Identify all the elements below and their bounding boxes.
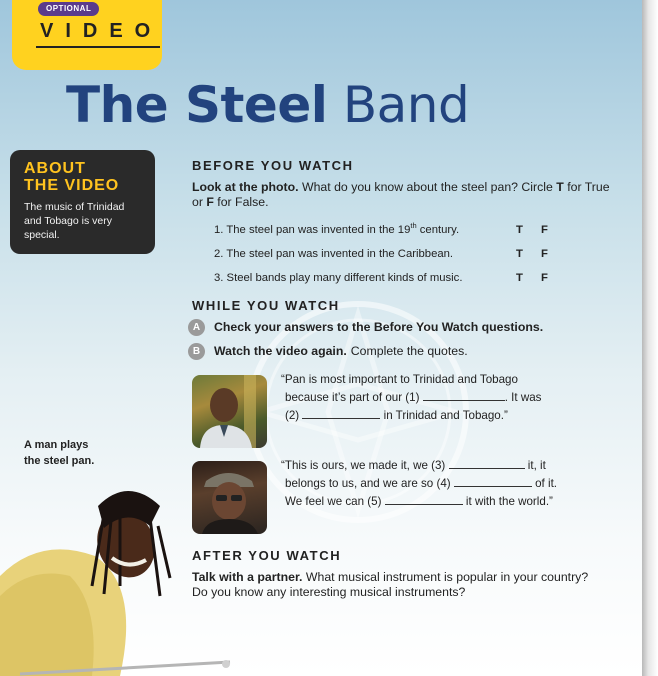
step-b-bold: Watch the video again. <box>214 344 347 358</box>
true-option[interactable]: T <box>516 248 523 260</box>
step-b-badge: B <box>188 343 205 360</box>
step-b <box>188 342 468 360</box>
speaker1-photo <box>192 375 267 448</box>
optional-badge: OPTIONAL <box>38 2 99 16</box>
caption-line2: the steel pan. <box>24 455 95 467</box>
title-bold: The Steel <box>66 76 328 134</box>
instruction-post: for False. <box>213 195 269 209</box>
list-item <box>214 246 564 270</box>
true-letter: T <box>556 180 564 194</box>
question-text: 2. The steel pan was invented in the Caribbean. <box>214 248 454 260</box>
true-false-list <box>214 222 564 294</box>
video-tab <box>12 0 162 70</box>
true-option[interactable]: T <box>516 272 523 284</box>
about-heading-line1: ABOUT <box>24 160 86 177</box>
page-title <box>66 76 469 134</box>
blank-2[interactable] <box>302 408 380 419</box>
video-underline <box>36 46 160 48</box>
step-b-rest: Complete the quotes. <box>350 344 468 358</box>
about-heading <box>24 160 143 194</box>
true-option[interactable]: T <box>516 224 523 236</box>
blank-4[interactable] <box>454 476 532 487</box>
video-label: VIDEO <box>40 20 163 42</box>
quote2-line3: We feel we can (5) it with the world.” <box>285 495 553 508</box>
man-portrait-icon <box>192 375 267 448</box>
photo-caption <box>24 437 94 469</box>
step-a-badge: A <box>188 319 205 336</box>
blank-5[interactable] <box>385 494 463 505</box>
steel-pan-player-icon <box>0 466 240 676</box>
while-you-watch-heading: WHILE YOU WATCH <box>192 298 340 313</box>
false-option[interactable]: F <box>541 272 548 284</box>
caption-line1: A man plays <box>24 439 89 451</box>
step-a <box>188 318 547 336</box>
list-item <box>214 222 564 246</box>
quote2-line2: belongs to us, and we are so (4) of it. <box>285 477 558 490</box>
page-gutter <box>642 0 658 676</box>
question-text: 3. Steel bands play many different kinds of music. <box>214 272 463 284</box>
step-a-text: Check your answers to the Before You Watch questions. <box>214 320 544 334</box>
after-rest: What musical instrument is popular in your country? Do you know any interesting musical instruments? <box>192 570 589 599</box>
about-the-video-box <box>10 150 155 254</box>
about-heading-line2: THE VIDEO <box>24 177 120 194</box>
after-you-watch-heading: AFTER YOU WATCH <box>192 548 342 563</box>
quote-1 <box>281 371 541 425</box>
quote1-line1: “Pan is most important to Trinidad and Tobago <box>281 373 518 386</box>
blank-3[interactable] <box>449 458 525 469</box>
quote2-line1: “This is ours, we made it, we (3) it, it <box>281 459 546 472</box>
title-regular: Band <box>342 76 470 134</box>
quote-2 <box>281 457 557 511</box>
false-option[interactable]: F <box>541 224 548 236</box>
quote1-line3: (2) in Trinidad and Tobago.” <box>285 409 508 422</box>
false-letter: F <box>206 195 214 209</box>
before-instruction <box>192 180 612 210</box>
question-text: 1. The steel pan was invented in the 19th century. <box>214 221 460 236</box>
after-instruction <box>192 570 592 600</box>
about-text: The music of Trinidad and Tobago is very special. <box>24 201 125 241</box>
blank-1[interactable] <box>423 390 505 401</box>
after-bold: Talk with a partner. <box>192 570 303 584</box>
before-you-watch-heading: BEFORE YOU WATCH <box>192 158 354 173</box>
quote1-line2: because it’s part of our (1) . It was <box>285 391 542 404</box>
instruction-bold: Look at the photo. <box>192 180 299 194</box>
instruction-mid: for True or <box>192 180 610 209</box>
instruction-pre: What do you know about the steel pan? Circle <box>298 180 557 194</box>
list-item <box>214 270 564 294</box>
false-option[interactable]: F <box>541 248 548 260</box>
